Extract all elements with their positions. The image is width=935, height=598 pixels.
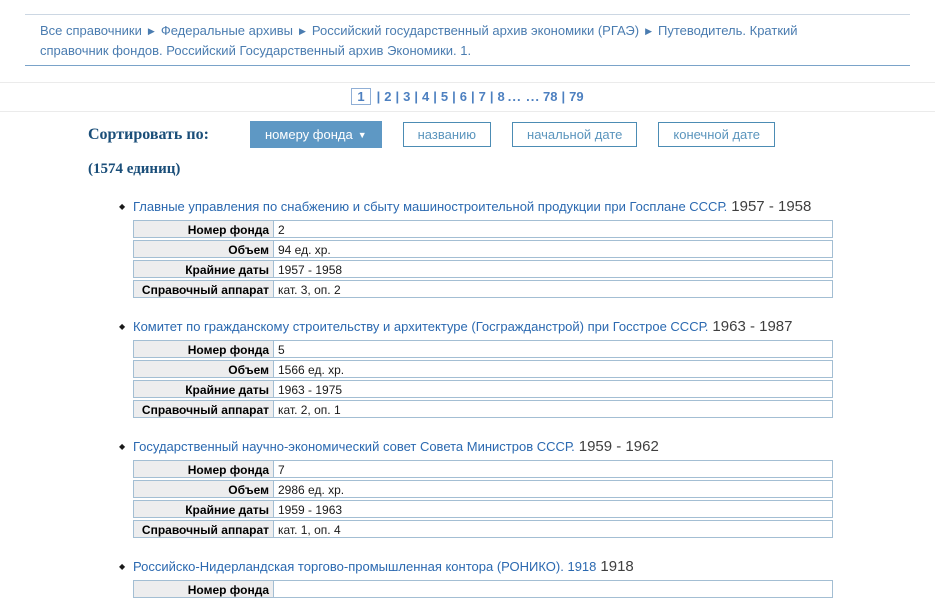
breadcrumb-arrow-icon: ▶ xyxy=(147,26,155,36)
pagination-page-8[interactable]: 8 xyxy=(497,89,505,104)
pagination-page-3[interactable]: 3 xyxy=(403,89,411,104)
sort-controls xyxy=(88,121,935,148)
fund-details-table xyxy=(133,580,833,598)
fund-title-link[interactable]: Российско-Нидерландская торгово-промышленная контора (РОНИКО). 1918 xyxy=(133,559,597,574)
field-value-dates: 1963 - 1975 xyxy=(278,383,343,397)
table-row xyxy=(133,520,833,538)
list-item xyxy=(119,198,935,298)
sort-button-fund-number[interactable] xyxy=(250,121,382,148)
sort-button-start-date[interactable]: начальной дате xyxy=(512,122,637,147)
table-row xyxy=(133,220,833,238)
field-value-dates: 1959 - 1963 xyxy=(278,503,343,517)
list-item xyxy=(119,318,935,418)
table-row xyxy=(133,260,833,278)
field-value-volume: 2986 ед. хр. xyxy=(278,483,345,497)
breadcrumb-item-federal-archives[interactable]: Федеральные архивы xyxy=(160,23,293,38)
table-row xyxy=(133,500,833,518)
pagination-current-page: 1 xyxy=(351,88,370,105)
bullet-diamond-icon: ◆ xyxy=(119,442,126,451)
fund-details-table xyxy=(133,460,833,538)
list-item xyxy=(119,558,935,598)
fund-list xyxy=(119,198,935,598)
fund-details-table xyxy=(133,340,833,418)
dropdown-arrow-icon: ▼ xyxy=(357,130,367,140)
pagination-separator: | xyxy=(433,89,437,104)
sort-label: Сортировать по: xyxy=(88,125,209,143)
field-label-reference: Справочный аппарат xyxy=(134,281,274,297)
pagination xyxy=(0,82,935,112)
pagination-ellipsis: ... ... xyxy=(507,89,541,104)
pagination-separator: | xyxy=(376,89,381,104)
bullet-diamond-icon: ◆ xyxy=(119,322,126,331)
pagination-page-7[interactable]: 7 xyxy=(478,89,486,104)
fund-years: 1918 xyxy=(600,558,634,575)
field-value-dates: 1957 - 1958 xyxy=(278,263,343,277)
field-label-reference: Справочный аппарат xyxy=(134,521,274,537)
fund-title-link[interactable]: Главные управления по снабжению и сбыту машиностроительной продукции при Госплане СССР. xyxy=(133,199,728,214)
field-label-dates: Крайние даты xyxy=(134,381,274,397)
table-row xyxy=(133,340,833,358)
pagination-page-5[interactable]: 5 xyxy=(440,89,449,104)
field-value-volume: 94 ед. хр. xyxy=(278,243,331,257)
table-row xyxy=(133,580,833,598)
pagination-page-78[interactable]: 78 xyxy=(543,89,558,104)
breadcrumb-item-rgae[interactable]: Российский государственный архив экономики (РГАЭ) xyxy=(311,23,640,38)
field-label-reference: Справочный аппарат xyxy=(134,401,274,417)
table-row xyxy=(133,460,833,478)
pagination-separator: | xyxy=(395,89,400,104)
field-label-fund-number: Номер фонда xyxy=(134,341,274,357)
pagination-page-79[interactable]: 79 xyxy=(569,89,584,104)
field-label-volume: Объем xyxy=(134,361,274,377)
pagination-separator: | xyxy=(470,89,475,104)
bullet-diamond-icon: ◆ xyxy=(119,202,126,211)
table-row xyxy=(133,400,833,418)
pagination-separator: | xyxy=(561,89,566,104)
fund-title-link[interactable]: Государственный научно-экономический совет Совета Министров СССР. xyxy=(133,439,575,454)
breadcrumb-bar xyxy=(25,14,910,66)
sort-button-end-date[interactable]: конечной дате xyxy=(658,122,775,147)
sort-button-name[interactable]: названию xyxy=(403,122,491,147)
table-row xyxy=(133,380,833,398)
fund-details-table xyxy=(133,220,833,298)
field-value-fund-number xyxy=(274,581,832,597)
pagination-separator: | xyxy=(452,89,456,104)
field-value-fund-number: 5 xyxy=(278,343,285,357)
field-value-fund-number: 7 xyxy=(278,463,285,477)
table-row xyxy=(133,480,833,498)
pagination-page-6[interactable]: 6 xyxy=(459,89,467,104)
field-value-reference: кат. 3, оп. 2 xyxy=(278,283,341,297)
pagination-page-4[interactable]: 4 xyxy=(422,89,430,104)
pagination-separator: | xyxy=(489,89,494,104)
fund-years: 1959 - 1962 xyxy=(578,438,659,455)
field-label-dates: Крайние даты xyxy=(134,261,274,277)
pagination-separator: | xyxy=(414,89,418,104)
breadcrumb-arrow-icon: ▶ xyxy=(645,26,652,36)
breadcrumb-item-current[interactable]: Путеводитель. Краткий справочник фондов. Российский Государственный архив Экономики. 1. xyxy=(40,23,798,58)
breadcrumb xyxy=(40,21,860,60)
table-row xyxy=(133,280,833,298)
breadcrumb-arrow-icon: ▶ xyxy=(298,26,306,36)
pagination-page-2[interactable]: 2 xyxy=(384,89,392,104)
sort-button-fund-number-label: номеру фонда xyxy=(265,127,353,142)
field-value-volume: 1566 ед. хр. xyxy=(278,363,345,377)
field-label-fund-number: Номер фонда xyxy=(134,581,274,597)
table-row xyxy=(133,360,833,378)
field-label-dates: Крайние даты xyxy=(134,501,274,517)
field-label-volume: Объем xyxy=(134,481,274,497)
fund-years: 1957 - 1958 xyxy=(731,198,812,215)
field-value-reference: кат. 2, оп. 1 xyxy=(278,403,341,417)
table-row xyxy=(133,240,833,258)
list-item xyxy=(119,438,935,538)
field-value-reference: кат. 1, оп. 4 xyxy=(278,523,341,537)
fund-title-link[interactable]: Комитет по гражданскому строительству и архитектуре (Госгражданстрой) при Госстрое СССР. xyxy=(133,319,709,334)
field-label-volume: Объем xyxy=(134,241,274,257)
field-label-fund-number: Номер фонда xyxy=(134,221,274,237)
field-label-fund-number: Номер фонда xyxy=(134,461,274,477)
breadcrumb-item-all-guides[interactable]: Все справочники xyxy=(40,23,142,38)
field-value-fund-number: 2 xyxy=(278,223,285,237)
fund-years: 1963 - 1987 xyxy=(712,318,793,335)
results-count: (1574 единиц) xyxy=(88,161,181,177)
bullet-diamond-icon: ◆ xyxy=(119,562,126,571)
